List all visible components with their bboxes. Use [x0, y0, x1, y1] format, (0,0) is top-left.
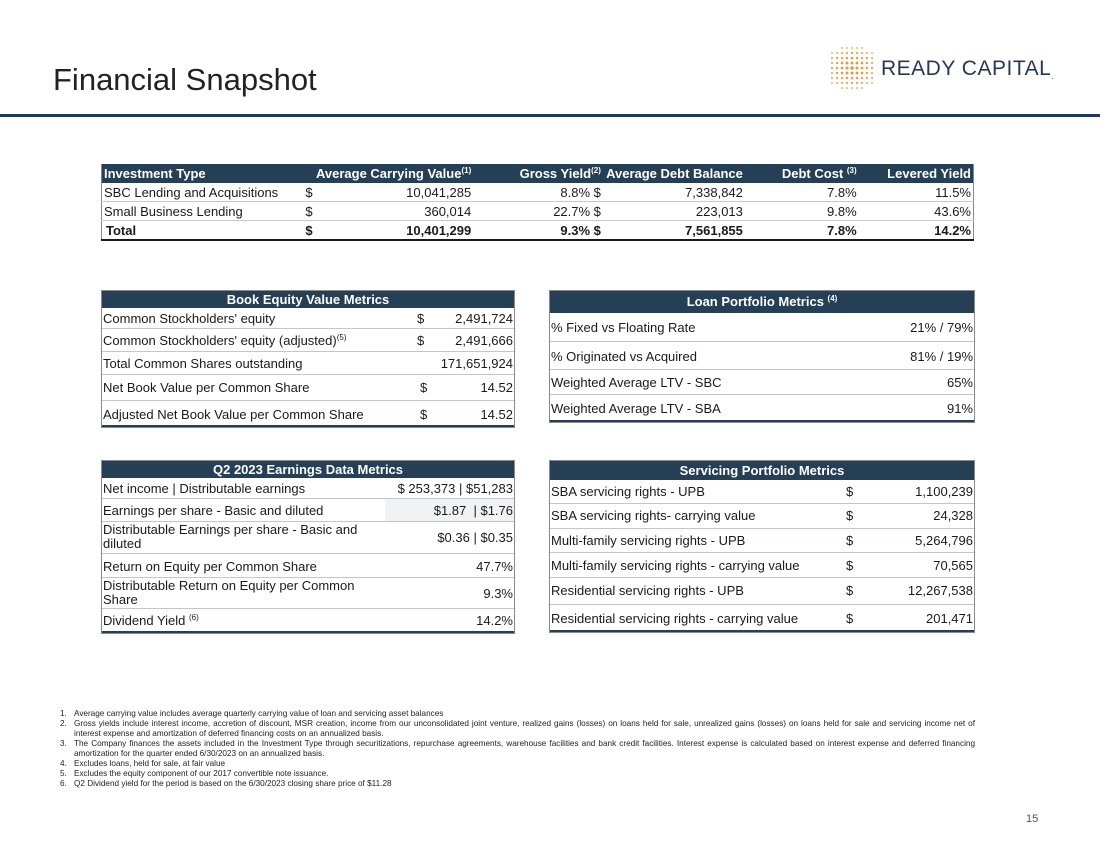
metric-label: Return on Equity per Common Share	[103, 559, 317, 574]
logo-dot	[841, 47, 843, 49]
book-equity-metrics-panel	[101, 290, 515, 428]
metric-value: 12,267,538	[907, 583, 973, 598]
list-item	[102, 609, 514, 633]
table-row	[102, 183, 974, 202]
metric-label: Multi-family servicing rights - carrying value	[551, 558, 800, 573]
logo-dot	[866, 67, 868, 69]
investment-type-cell: Small Business Lending	[102, 202, 304, 221]
metric-label: Weighted Average LTV - SBC	[551, 375, 722, 390]
metric-value: 47.7%	[476, 559, 513, 574]
logo-dot	[866, 72, 868, 74]
logo-dot	[831, 57, 833, 59]
metric-value: 21% / 79%	[910, 320, 973, 335]
logo-dot	[846, 62, 849, 65]
logo-dot	[850, 66, 853, 69]
levered-yield-cell: 43.6%	[859, 202, 974, 221]
metric-value: 14.52	[480, 380, 513, 395]
list-item	[102, 522, 514, 554]
total-average-carrying-value-cell: 10,401,299	[323, 221, 473, 241]
total-levered-yield-cell: 14.2%	[859, 221, 974, 241]
logo-dot	[851, 82, 853, 84]
logo-dot	[836, 67, 838, 69]
currency-symbol: $	[846, 558, 854, 573]
footnote-item: 6. Q2 Dividend yield for the period is based on the 6/30/2023 closing share price of $11.28	[60, 779, 392, 788]
metric-label: SBA servicing rights - UPB	[551, 484, 705, 499]
logo-dot	[866, 82, 868, 84]
servicing-metrics-panel	[549, 460, 975, 633]
logo-dot	[866, 57, 868, 59]
metric-value: 14.2%	[476, 613, 513, 628]
currency-symbol: $	[846, 508, 854, 523]
logo-dot	[836, 52, 838, 54]
currency-symbol: $	[420, 407, 428, 422]
average-carrying-value-cell: 360,014	[323, 202, 473, 221]
logo-dot	[836, 77, 838, 79]
logo-dot	[871, 77, 873, 79]
logo-dot	[871, 67, 873, 69]
metric-value: 2,491,666	[455, 333, 513, 348]
logo-trademark: .	[1051, 72, 1055, 81]
logo-dot	[856, 57, 859, 60]
metric-label: Multi-family servicing rights - UPB	[551, 533, 746, 548]
logo-dot	[851, 62, 854, 65]
logo-text: READY CAPITAL	[881, 57, 1052, 80]
gross-yield-cell: 22.7% $	[473, 202, 603, 221]
metric-label: Common Stockholders' equity (adjusted)	[103, 333, 337, 348]
levered-yield-cell: 11.5%	[859, 183, 974, 202]
logo-dot	[831, 77, 833, 79]
metric-label: Dividend Yield	[103, 613, 189, 628]
logo-dot	[836, 82, 838, 84]
footnote-item: 1. Average carrying value includes average quarterly carrying value of loan and servicing asset balances	[60, 709, 444, 718]
metric-label: Residential servicing rights - carrying value	[551, 611, 799, 626]
table-row	[102, 202, 974, 221]
logo-dot	[845, 66, 848, 69]
list-item	[550, 529, 974, 553]
metric-value: 65%	[946, 375, 973, 390]
investment-table-header	[102, 164, 974, 183]
logo-dot-mark-icon	[828, 44, 878, 94]
list-item	[550, 480, 974, 504]
page-number: 15	[1026, 813, 1039, 825]
logo-dot	[846, 82, 848, 84]
logo-dot	[841, 62, 844, 65]
metric-value: 24,328	[933, 508, 973, 523]
earnings-metrics-header: Q2 2023 Earnings Data Metrics	[102, 461, 514, 478]
metric-value: 1,100,239	[915, 484, 973, 499]
currency-symbol: $	[846, 611, 854, 626]
list-item	[550, 395, 974, 422]
total-debt-cost-cell: 7.8%	[745, 221, 859, 241]
list-item	[102, 478, 514, 499]
currency-symbol: $	[846, 583, 854, 598]
list-item	[550, 313, 974, 342]
list-item	[102, 578, 514, 609]
logo-dot	[871, 62, 873, 64]
list-item	[550, 553, 974, 578]
page-title: Financial Snapshot	[53, 62, 317, 97]
servicing-metrics-header: Servicing Portfolio Metrics	[550, 461, 974, 480]
logo-dot	[831, 67, 833, 69]
gross-yield-cell: 8.8% $	[473, 183, 603, 202]
logo-dot	[846, 47, 848, 49]
currency-symbol: $	[846, 533, 854, 548]
logo-dot	[841, 77, 843, 79]
currency-symbol: $	[417, 333, 425, 348]
logo-dot	[851, 47, 853, 49]
logo-dot	[861, 82, 863, 84]
logo-dot	[871, 82, 873, 84]
logo-dot	[861, 57, 863, 59]
total-gross-yield-cell: 9.3% $	[473, 221, 603, 241]
investment-type-cell: SBC Lending and Acquisitions	[102, 183, 304, 202]
currency-cell: $	[303, 221, 323, 241]
logo-dot	[861, 47, 863, 49]
currency-symbol: $	[417, 311, 425, 326]
list-item	[102, 554, 514, 578]
average-debt-balance-cell: 223,013	[603, 202, 745, 221]
logo-dot	[856, 87, 858, 89]
logo-dot	[841, 82, 843, 84]
footnote-item: 5. Excludes the equity component of our 2017 convertible note issuance.	[60, 769, 329, 778]
col-header-average-debt-balance: Average Debt Balance	[603, 164, 745, 183]
logo-dot	[871, 72, 873, 74]
currency-symbol: $	[846, 484, 854, 499]
logo-dot	[831, 62, 833, 64]
logo-dot	[861, 52, 863, 54]
logo-dot	[836, 72, 838, 74]
list-item	[102, 329, 514, 352]
logo-dot	[841, 52, 843, 54]
logo-dot	[841, 57, 843, 59]
metric-label: Residential servicing rights - UPB	[551, 583, 744, 598]
footnotes	[60, 709, 975, 789]
logo-dot	[841, 87, 843, 89]
metric-value: $1.87 | $1.76	[433, 503, 513, 518]
metric-label: Weighted Average LTV - SBA	[551, 401, 721, 416]
metric-label: Distributable Return on Equity per Common Share	[103, 578, 355, 607]
logo-dot	[836, 62, 838, 64]
list-item	[102, 308, 514, 329]
logo-dot	[856, 62, 859, 65]
col-header-investment-type: Investment Type	[102, 164, 304, 183]
metric-label: Distributable Earnings per share - Basic and diluted	[103, 522, 358, 551]
average-debt-balance-cell: 7,338,842	[603, 183, 745, 202]
logo-dot	[831, 72, 833, 74]
metric-value: 5,264,796	[915, 533, 973, 548]
logo-dot	[856, 82, 858, 84]
metric-label: % Originated vs Acquired	[551, 349, 697, 364]
investment-table	[101, 164, 974, 241]
currency-cell: $	[303, 183, 323, 202]
total-average-debt-balance-cell: 7,561,855	[603, 221, 745, 241]
footnote-ref: (5)	[336, 333, 347, 342]
title-rule	[0, 114, 1100, 117]
logo-dot	[871, 52, 873, 54]
metric-label: Total Common Shares outstanding	[103, 356, 303, 371]
logo-dot	[836, 57, 838, 59]
metric-value: 91%	[946, 401, 973, 416]
logo-dot	[856, 52, 858, 54]
list-item	[550, 342, 974, 370]
total-label-cell: Total	[102, 221, 304, 241]
logo-dot	[866, 77, 868, 79]
loan-portfolio-metrics-header: Loan Portfolio Metrics $^{(4)}$	[550, 291, 974, 313]
logo-dot	[846, 87, 848, 89]
logo-dot	[856, 72, 859, 75]
table-total-row	[102, 221, 974, 241]
logo-dot	[866, 62, 868, 64]
logo-dot	[861, 72, 864, 75]
metric-label: Earnings per share - Basic and diluted	[103, 503, 324, 518]
logo-dot	[841, 67, 844, 70]
logo-dot	[851, 72, 854, 75]
metric-label: Adjusted Net Book Value per Common Share	[103, 407, 364, 422]
logo-dot	[871, 57, 873, 59]
metric-value: 9.3%	[483, 586, 513, 601]
logo-dot	[861, 67, 864, 70]
metric-label: Common Stockholders' equity	[103, 311, 276, 326]
col-header-levered-yield: Levered Yield	[859, 164, 974, 183]
footnote-ref: (6)	[189, 613, 199, 622]
footnote-item: 4. Excludes loans, held for sale, at fair value	[60, 759, 226, 768]
book-equity-metrics-header: Book Equity Value Metrics	[102, 291, 514, 308]
logo-dot	[866, 52, 868, 54]
list-item	[102, 352, 514, 375]
metric-value: 14.52	[480, 407, 513, 422]
debt-cost-cell: 7.8%	[745, 183, 859, 202]
ready-capital-logo	[828, 44, 1058, 94]
metric-label: Net income | Distributable earnings	[103, 481, 306, 496]
logo-dot	[846, 77, 849, 80]
metric-label: % Fixed vs Floating Rate	[551, 320, 696, 335]
list-item	[550, 504, 974, 529]
metric-value: 201,471	[926, 611, 973, 626]
logo-dot	[855, 66, 858, 69]
logo-dot	[831, 82, 833, 84]
logo-dot	[851, 57, 854, 60]
col-header-average-carrying-value: Average Carrying Value$^{(1)}$	[303, 164, 473, 183]
logo-dot	[856, 47, 858, 49]
loan-portfolio-metrics-panel	[549, 290, 975, 423]
currency-cell: $	[303, 202, 323, 221]
logo-dot	[861, 87, 863, 89]
list-item	[102, 375, 514, 401]
logo-dot	[861, 77, 863, 79]
list-item	[550, 605, 974, 632]
metric-label: SBA servicing rights- carrying value	[551, 508, 756, 523]
currency-symbol: $	[420, 380, 428, 395]
footnote-item: 3. The Company finances the assets included in the Investment Type through securitizations, repurchase agreements, warehouse facilities and bank credit facilities. Interest expense is calculated based on interest expense and deferred financing amortization for the quarter ended 6/30/2023 on an annualized basis.	[60, 739, 975, 758]
logo-dot	[851, 87, 853, 89]
logo-dot	[851, 77, 854, 80]
footnote-item: 2. Gross yields include interest income, accretion of discount, MSR creation, income from our unconsolidated joint venture, realized gains (losses) on loans held for sale, unrealized gains (losses) on loans held for sale and servicing income net of interest expense and amortization of deferred financing costs on an annualized basis.	[60, 719, 975, 738]
logo-dot	[831, 52, 833, 54]
logo-dot	[846, 57, 849, 60]
debt-cost-cell: 9.8%	[745, 202, 859, 221]
list-item	[102, 499, 514, 522]
logo-dot	[841, 72, 844, 75]
list-item	[550, 370, 974, 395]
logo-dot	[846, 52, 848, 54]
earnings-metrics-panel	[101, 460, 515, 634]
metric-value: 81% / 19%	[910, 349, 973, 364]
col-header-debt-cost: Debt Cost $^{(3)}$	[745, 164, 859, 183]
logo-dot	[856, 77, 859, 80]
metric-label: Net Book Value per Common Share	[103, 380, 310, 395]
logo-dot	[861, 62, 864, 65]
list-item	[102, 401, 514, 427]
metric-value: 2,491,724	[455, 311, 513, 326]
list-item	[550, 578, 974, 605]
average-carrying-value-cell: 10,041,285	[323, 183, 473, 202]
metric-value: 171,651,924	[440, 356, 513, 371]
metric-value: $ 253,373 | $51,283	[397, 481, 513, 496]
logo-dot	[851, 52, 853, 54]
logo-dot	[846, 72, 849, 75]
metric-value: $0.36 | $0.35	[437, 530, 513, 545]
metric-value: 70,565	[933, 558, 973, 573]
col-header-gross-yield: Gross Yield$^{(2)}$	[473, 164, 603, 183]
